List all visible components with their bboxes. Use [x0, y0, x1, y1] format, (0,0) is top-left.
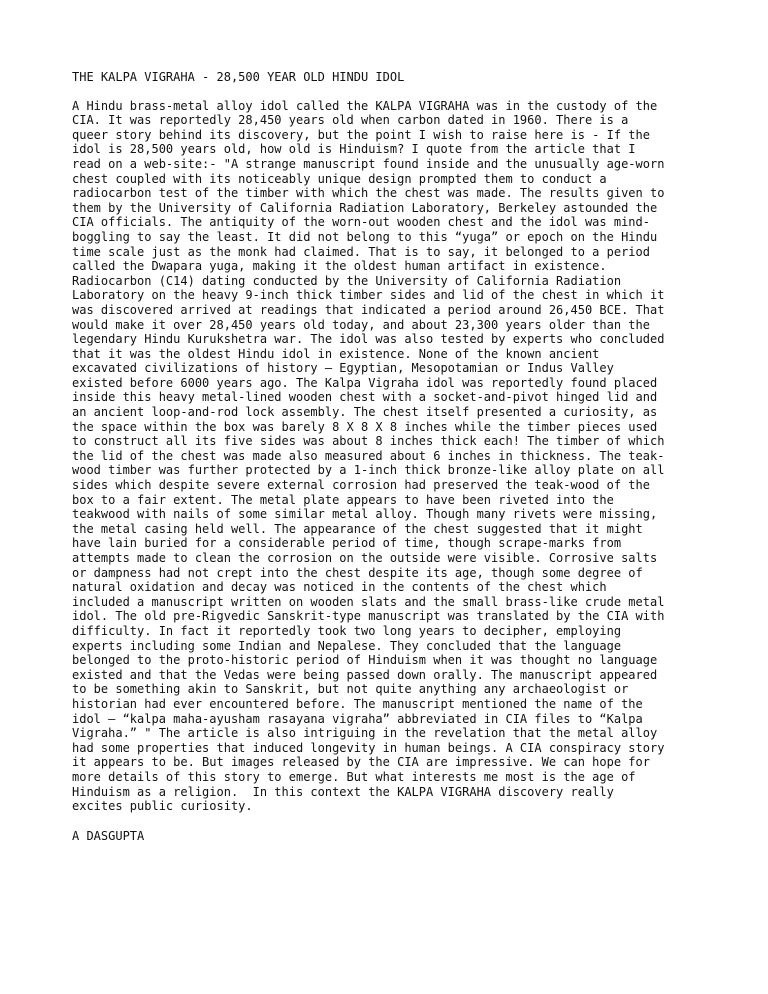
- body-line: idol is 28,500 years old, how old is Hinduism? I quote from the article that I: [72, 142, 636, 157]
- body-line: Vigraha.” " The article is also intriguing in the revelation that the metal alloy: [72, 726, 658, 741]
- body-line: wood timber was further protected by a 1-inch thick bronze-like alloy plate on all: [72, 463, 665, 478]
- body-line: teakwood with nails of some similar metal alloy. Though many rivets were missing,: [72, 507, 658, 522]
- body-line: Hinduism as a religion. In this context the KALPA VIGRAHA discovery really: [72, 784, 614, 799]
- body-line: natural oxidation and decay was noticed in the contents of the chest which: [72, 580, 607, 595]
- document-title: THE KALPA VIGRAHA - 28,500 YEAR OLD HINDU IDOL: [72, 70, 405, 84]
- body-line: the lid of the chest was made also measured about 6 inches in thickness. The teak-: [72, 448, 665, 463]
- body-line: the metal casing held well. The appearance of the chest suggested that it might: [72, 521, 643, 536]
- body-line: the space within the box was barely 8 X 8 X 8 inches while the timber pieces used: [72, 419, 658, 434]
- body-line: chest coupled with its noticeably unique design prompted them to conduct a: [72, 171, 607, 186]
- document-body: [72, 99, 702, 814]
- author-signature: A DASGUPTA: [72, 828, 145, 843]
- body-line: read on a web-site:- "A strange manuscript found inside and the unusually age-worn: [72, 156, 665, 171]
- body-line: to be something akin to Sanskrit, but not quite anything any archaeologist or: [72, 682, 629, 697]
- body-line: them by the University of California Radiation Laboratory, Berkeley astounded the: [72, 200, 658, 215]
- body-line: CIA. It was reportedly 28,450 years old when carbon dated in 1960. There is a: [72, 113, 629, 128]
- body-line: existed before 6000 years ago. The Kalpa Vigraha idol was reportedly found placed: [72, 375, 658, 390]
- body-line: had some properties that induced longevity in human beings. A CIA conspiracy story: [72, 740, 665, 755]
- body-line: called the Dwapara yuga, making it the oldest human artifact in existence.: [72, 259, 607, 274]
- body-line: sides which despite severe external corrosion had preserved the teak-wood of the: [72, 478, 650, 493]
- body-line: was discovered arrived at readings that indicated a period around 26,450 BCE. That: [72, 302, 665, 317]
- body-line: time scale just as the monk had claimed. That is to say, it belonged to a period: [72, 244, 650, 259]
- body-line: idol – “kalpa maha-ayusham rasayana vigraha” abbreviated in CIA files to “Kalpa: [72, 711, 643, 726]
- body-line: queer story behind its discovery, but the point I wish to raise here is - If the: [72, 127, 650, 142]
- body-line: historian had ever encountered before. The manuscript mentioned the name of the: [72, 696, 643, 711]
- body-line: boggling to say the least. It did not belong to this “yuga” or epoch on the Hindu: [72, 229, 658, 244]
- body-line: experts including some Indian and Nepalese. They concluded that the language: [72, 638, 622, 653]
- body-line: included a manuscript written on wooden slats and the small brass-like crude metal: [72, 594, 665, 609]
- body-line: inside this heavy metal-lined wooden chest with a socket-and-pivot hinged lid and: [72, 390, 658, 405]
- body-line: it appears to be. But images released by the CIA are impressive. We can hope for: [72, 755, 650, 770]
- document-page: [72, 70, 702, 843]
- body-line: have lain buried for a considerable period of time, though scrape-marks from: [72, 536, 622, 551]
- body-line: an ancient loop-and-rod lock assembly. The chest itself presented a curiosity, as: [72, 405, 658, 420]
- body-line: legendary Hindu Kurukshetra war. The idol was also tested by experts who concluded: [72, 332, 665, 347]
- body-line: CIA officials. The antiquity of the worn-out wooden chest and the idol was mind-: [72, 215, 650, 230]
- body-line: belonged to the proto-historic period of Hinduism when it was thought no language: [72, 653, 658, 668]
- body-line: A Hindu brass-metal alloy idol called the KALPA VIGRAHA was in the custody of the: [72, 98, 658, 113]
- body-line: attempts made to clean the corrosion on the outside were visible. Corrosive salts: [72, 551, 658, 565]
- body-line: Radiocarbon (C14) dating conducted by the University of California Radiation: [72, 273, 622, 288]
- body-line: that it was the oldest Hindu idol in existence. None of the known ancient: [72, 346, 600, 361]
- body-line: idol. The old pre-Rigvedic Sanskrit-type manuscript was translated by the CIA with: [72, 609, 665, 624]
- body-line: box to a fair extent. The metal plate appears to have been riveted into the: [72, 492, 614, 507]
- body-line: to construct all its five sides was about 8 inches thick each! The timber of which: [72, 434, 665, 449]
- body-line: radiocarbon test of the timber with which the chest was made. The results given to: [72, 186, 665, 201]
- body-line: or dampness had not crept into the chest despite its age, though some degree of: [72, 565, 643, 580]
- body-line: more details of this story to emerge. But what interests me most is the age of: [72, 769, 636, 784]
- body-line: Laboratory on the heavy 9-inch thick timber sides and lid of the chest in which it: [72, 288, 665, 303]
- body-line: excites public curiosity.: [72, 799, 253, 814]
- body-line: excavated civilizations of history – Egyptian, Mesopotamian or Indus Valley: [72, 361, 614, 376]
- body-line: would make it over 28,450 years old today, and about 23,300 years older than the: [72, 317, 650, 332]
- body-line: existed and that the Vedas were being passed down orally. The manuscript appeared: [72, 667, 658, 682]
- body-line: difficulty. In fact it reportedly took two long years to decipher, employing: [72, 623, 622, 638]
